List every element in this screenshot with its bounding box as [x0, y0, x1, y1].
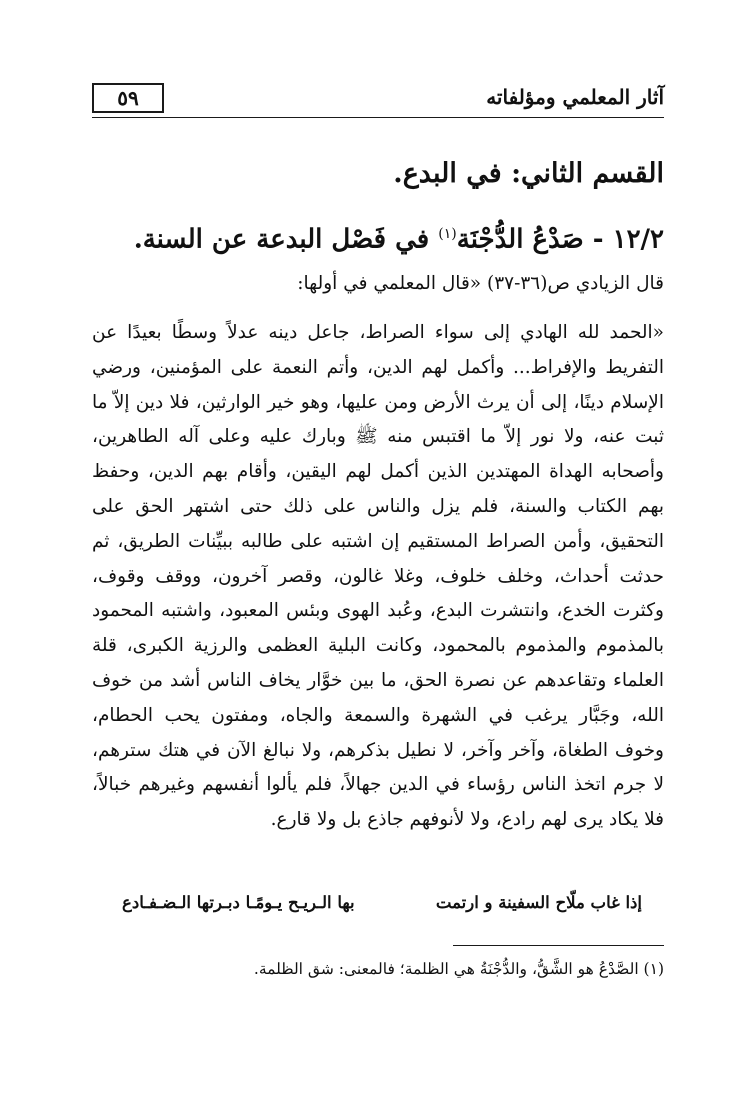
running-header — [92, 83, 664, 123]
footnote-separator — [453, 945, 664, 946]
poem-second-hemistich: بها الـريـح يـومًـا دبـرتها الـضـفـادع — [122, 893, 355, 912]
poem-verse — [122, 888, 642, 918]
poem-first-hemistich: إذا غاب ملّاح السفينة و ارتمت — [435, 893, 642, 912]
body-paragraph: «الحمد لله الهادي إلى سواء الصراط، جاعل دينه عدلاً وسطًا بعيدًا عن التفريط والإفراط... وأكمل لهم الدين، وأتم النعمة على المؤمنين، ورضي الإسلام دينًا، إلى أن يرث الأرض ومن عليها، وهو خير الوارثين، فلا دين إلاّ ما ثبت عنه، ولا نور إلاّ ما اقتبس منه ﷺ وبارك عليه وعلى آله الطاهرين، وأصحابه الهداة المهتدين الذين أكمل لهم اليقين، وأقام بهم الدين، وحفظ بهم الكتاب والسنة، فلم يزل والناس على ذلك حتى اشتهر الحق على التحقيق، وأمن الصراط المستقيم إن اشتبه على طالبه ببيِّنات الطريق، ثم حدثت أحداث، وخلف خلوف، وغلا غالون، وقصر آخرون، ووقف وقوف، وكثرت الخدع، وانتشرت البدع، وعُبد الهوى وبئس المعبود، واشتبه المحمود بالمذموم والمذموم بالمحمود، وكانت البلية العظمى والرزية الكبرى، قلة العلماء وتقاعدهم عن نصرة الحق، ما بين خوَّار يخاف الناس أشد من خوف الله، وجَبَّار يرغب في الشهرة والسمعة والجاه، ومفتون يحب الحطام، وخوف الطغاة، وآخر وآخر، لا نطيل بذكرهم، ولا نبالغ الآن في هتك سترهم، لا جرم اتخذ الناس رؤساء في الدين جهالاً، فلم يألوا أنفسهم وغيرهم خبالاً، فلا يكاد يرى لهم رادع، ولا لأنوفهم جاذع بل ولا قارع. — [92, 322, 664, 831]
section-heading: القسم الثاني: في البدع. — [393, 158, 664, 189]
work-heading-end: في فَصْل البدعة عن السنة. — [133, 224, 439, 255]
work-heading — [92, 212, 664, 262]
running-title: آثار المعلمي ومؤلفاته — [486, 85, 664, 109]
header-rule — [92, 117, 664, 118]
work-heading-start: ١٢/٢ - صَدْعُ الدُّجْنَة — [456, 224, 664, 255]
page-number-box — [92, 83, 164, 113]
footnote: (١) الصَّدْعُ هو الشَّقُّ، والدُّجْنَةُ هي الظلمة؛ فالمعنى: شق الظلمة. — [253, 960, 664, 978]
footnote-reference: (١) — [438, 226, 457, 242]
page-number: ٥٩ — [117, 86, 139, 110]
intro-line: قال الزيادي ص(٣٦-٣٧) «قال المعلمي في أولها: — [297, 273, 664, 294]
